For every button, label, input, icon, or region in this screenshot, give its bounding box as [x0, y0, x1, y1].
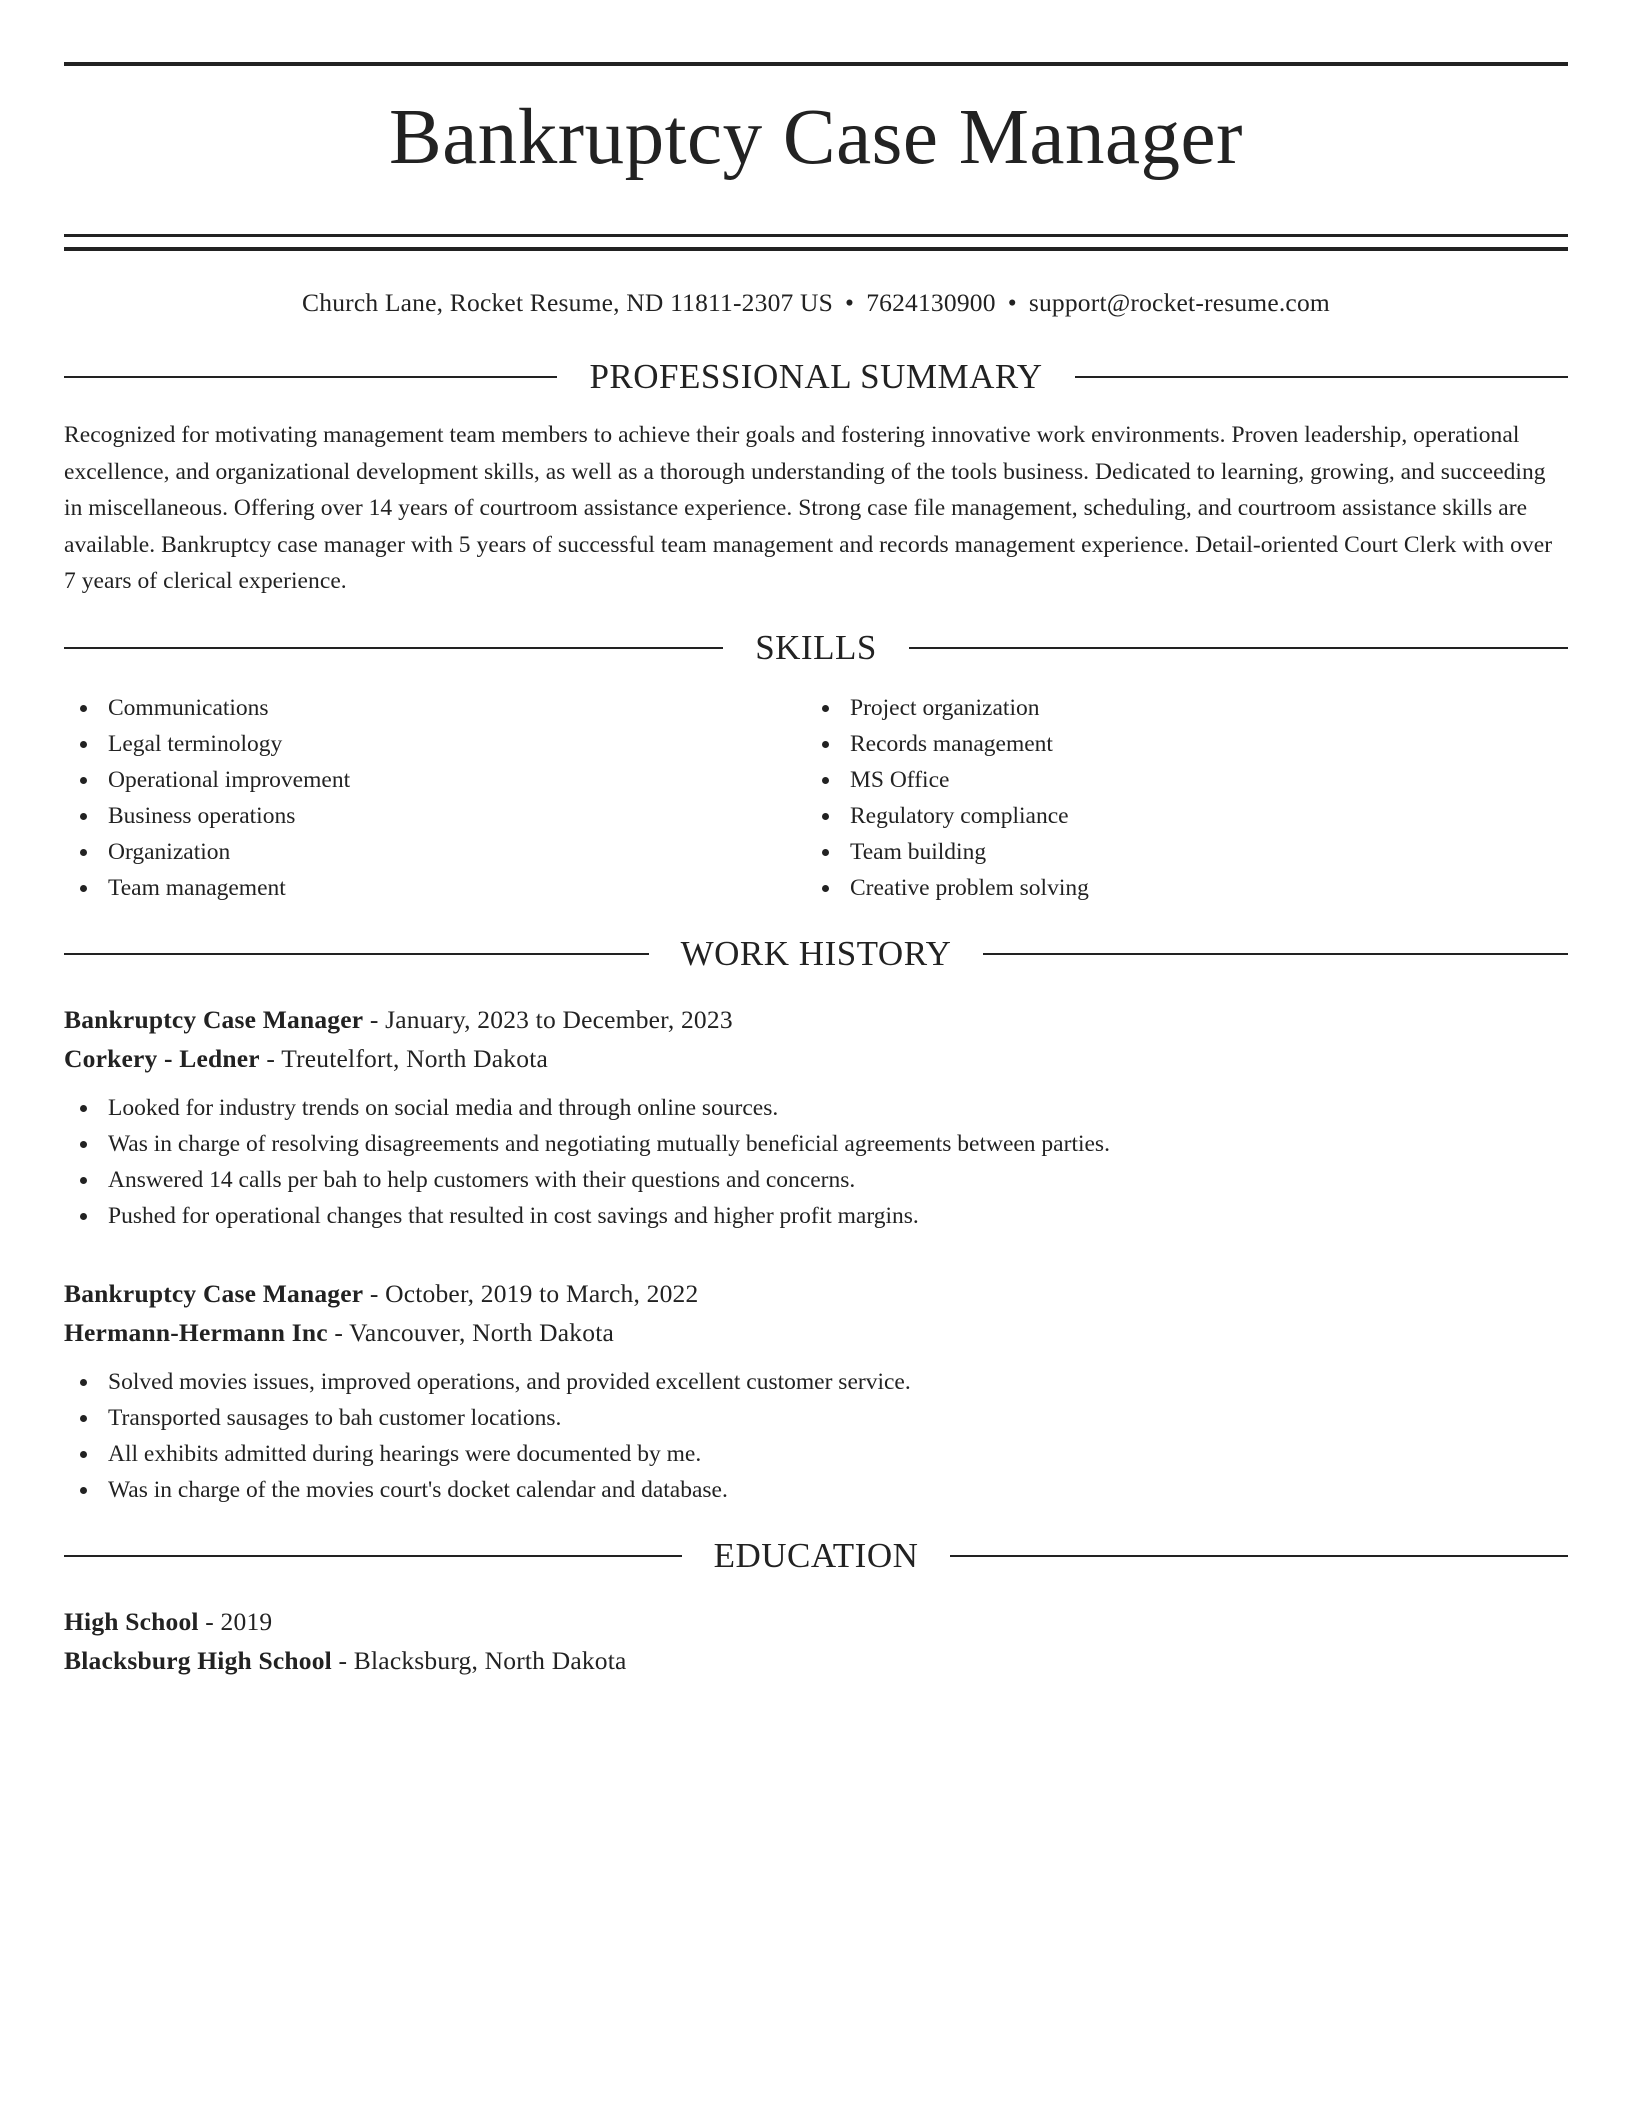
heading-rule-right	[1075, 376, 1568, 378]
job-dates: - January, 2023 to December, 2023	[363, 1004, 733, 1034]
skill-item: Organization	[64, 834, 806, 870]
job-title: Bankruptcy Case Manager	[64, 1004, 364, 1034]
education-degree: High School	[64, 1606, 199, 1636]
skill-item: MS Office	[806, 762, 1548, 798]
education-year: - 2019	[198, 1606, 273, 1636]
job-bullet: Was in charge of the movies court's docket calendar and database.	[64, 1472, 1568, 1508]
job-bullet: Transported sausages to bah customer locations.	[64, 1400, 1568, 1436]
job-bullets	[64, 1364, 1568, 1508]
heading-rule-right	[909, 647, 1568, 649]
education-degree-line	[64, 1602, 1568, 1641]
job-bullet: Was in charge of resolving disagreements and negotiating mutually beneficial agreements between parties.	[64, 1126, 1568, 1162]
heading-rule-left	[64, 953, 649, 955]
skills-list	[64, 690, 1568, 906]
job-title: Bankruptcy Case Manager	[64, 1278, 364, 1308]
title-double-rule	[64, 234, 1568, 251]
contact-line	[64, 287, 1568, 319]
job-location: - Treutelfort, North Dakota	[259, 1043, 549, 1073]
job-entry	[64, 1000, 1568, 1234]
job-bullet: Answered 14 calls per bah to help customers with their questions and concerns.	[64, 1162, 1568, 1198]
job-bullet: Solved movies issues, improved operations, and provided excellent customer service.	[64, 1364, 1568, 1400]
education-school-line	[64, 1641, 1568, 1680]
heading-rule-left	[64, 1555, 682, 1557]
skill-item: Team management	[64, 870, 806, 906]
education-section-heading	[64, 1536, 1568, 1576]
education-school: Blacksburg High School	[64, 1645, 332, 1675]
education-location: - Blacksburg, North Dakota	[331, 1645, 627, 1675]
skill-item: Communications	[64, 690, 806, 726]
job-location: - Vancouver, North Dakota	[327, 1317, 614, 1347]
contact-separator: •	[845, 288, 855, 317]
skill-item: Legal terminology	[64, 726, 806, 762]
job-bullet: All exhibits admitted during hearings were documented by me.	[64, 1436, 1568, 1472]
skill-item: Creative problem solving	[806, 870, 1548, 906]
heading-rule-right	[950, 1555, 1568, 1557]
skills-heading: SKILLS	[755, 627, 877, 667]
job-bullets	[64, 1090, 1568, 1234]
heading-rule-right	[983, 953, 1568, 955]
skills-section-heading	[64, 628, 1568, 668]
job-title-line	[64, 1000, 1568, 1039]
skills-column-left	[64, 690, 806, 906]
summary-heading: PROFESSIONAL SUMMARY	[589, 357, 1043, 396]
work-section-heading	[64, 934, 1568, 974]
resume-title: Bankruptcy Case Manager	[389, 94, 1243, 181]
heading-rule-left	[64, 647, 723, 649]
skill-item: Operational improvement	[64, 762, 806, 798]
summary-text: Recognized for motivating management team members to achieve their goals and fostering innovative work environments. Proven leadership, operational excellence, and organizational development skills, as well as a thorough understanding of the tools business. Dedicated to learning, growing, and succeeding in miscellaneous. Offering over 14 years of courtroom assistance experience. Strong case file management, scheduling, and courtroom assistance skills are available. Bankruptcy case manager with 5 years of successful team management and records management experience. Detail-oriented Court Clerk with over 7 years of clerical experience.	[64, 422, 1553, 594]
job-company-line	[64, 1039, 1568, 1078]
job-company-line	[64, 1313, 1568, 1352]
skill-item: Project organization	[806, 690, 1548, 726]
skills-column-right	[806, 690, 1548, 906]
contact-phone: 7624130900	[866, 288, 996, 317]
job-dates: - October, 2019 to March, 2022	[363, 1278, 699, 1308]
job-title-line	[64, 1274, 1568, 1313]
skill-item: Team building	[806, 834, 1548, 870]
heading-rule-left	[64, 376, 557, 378]
top-rule	[64, 62, 1568, 66]
job-company: Hermann-Hermann Inc	[64, 1317, 328, 1347]
job-entry	[64, 1274, 1568, 1508]
skill-item: Records management	[806, 726, 1548, 762]
job-company: Corkery - Ledner	[64, 1043, 260, 1073]
contact-address: Church Lane, Rocket Resume, ND 11811-2307 US	[302, 288, 834, 317]
skill-item: Regulatory compliance	[806, 798, 1548, 834]
skill-item: Business operations	[64, 798, 806, 834]
job-bullet: Looked for industry trends on social media and through online sources.	[64, 1090, 1568, 1126]
education-entry	[64, 1602, 1568, 1680]
contact-separator: •	[1007, 288, 1017, 317]
education-heading: EDUCATION	[713, 1535, 919, 1575]
work-heading: WORK HISTORY	[680, 933, 952, 973]
job-bullet: Pushed for operational changes that resulted in cost savings and higher profit margins.	[64, 1198, 1568, 1234]
contact-email: support@rocket-resume.com	[1028, 288, 1330, 317]
summary-section-heading	[64, 357, 1568, 397]
